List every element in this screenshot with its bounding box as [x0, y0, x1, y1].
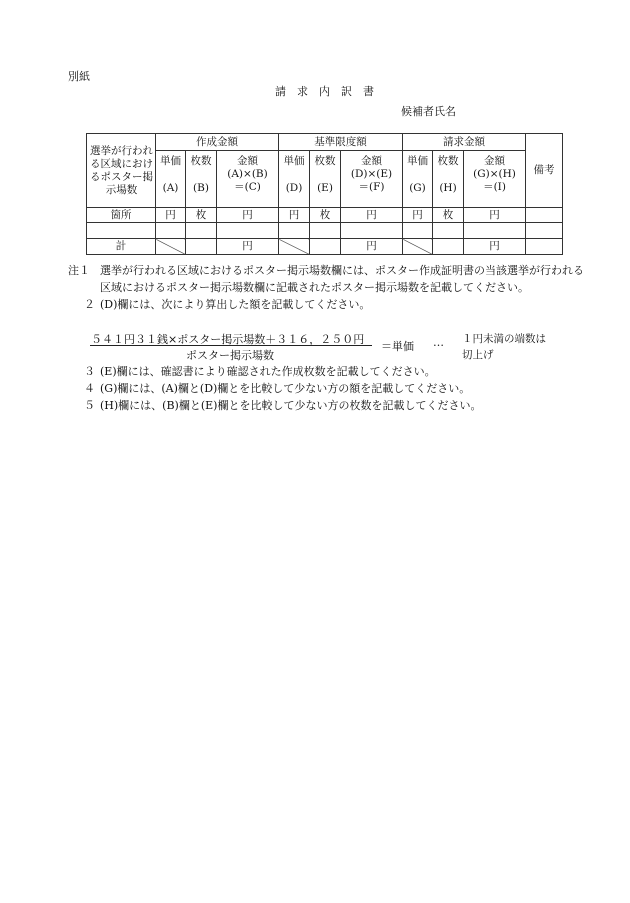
note-2-text: (D)欄には、次により算出した額を記載してください。 [100, 298, 371, 311]
note-2 [84, 296, 588, 313]
sub-e-label: (E) [317, 182, 333, 194]
formula-c-label: (A)×(B) [227, 168, 268, 180]
maisu-label: 枚数 [437, 155, 459, 167]
amount-i-header [464, 151, 526, 208]
table-cell [186, 223, 217, 239]
formula-numerator: ５４１円３１銭×ポスター掲示場数＋３１６，２５０円 [91, 333, 365, 346]
formula-f-label: (D)×(E) [350, 168, 393, 180]
note-1 [68, 262, 588, 296]
mai-unit: 枚 [186, 208, 217, 223]
rounding-note-line-1: １円未満の端数は [462, 333, 546, 345]
yen-unit: 円 [464, 208, 526, 223]
note-4 [84, 380, 588, 397]
yen-unit: 円 [156, 208, 186, 223]
sub-h-label: (H) [439, 182, 457, 194]
yen-unit: 円 [217, 239, 279, 255]
yen-unit: 円 [341, 208, 403, 223]
note-4-text: (G)欄には、(A)欄と(D)欄とを比較して少ない方の額を記載してください。 [100, 382, 471, 395]
count-e-header [310, 151, 341, 208]
eq-f-label: ＝(F) [358, 181, 385, 193]
table-cell [156, 223, 186, 239]
diagonal-cell [156, 239, 186, 255]
eq-i-label: ＝(I) [483, 181, 506, 193]
table-cell [403, 223, 433, 239]
sub-b-label: (B) [193, 182, 209, 194]
document-title: 請 求 内 訳 書 [275, 85, 374, 98]
table-header-row-1 [87, 134, 563, 151]
table-cell [433, 239, 464, 255]
table-cell [341, 223, 403, 239]
production-amount-header: 作成金額 [156, 134, 279, 151]
maisu-label: 枚数 [190, 155, 212, 167]
table-cell [433, 223, 464, 239]
tanka-label: 単価 [160, 155, 181, 167]
remarks-cell [526, 239, 563, 255]
sub-d-label: (D) [285, 182, 303, 194]
note-1-number: 注１ [68, 264, 90, 277]
note-1-text: 選挙が行われる区域におけるポスター掲示場数欄には、ポスター作成証明書の当該選挙が行われる区域におけるポスター掲示場数欄に記載されたポスター掲示場数を記載してください。 [100, 264, 584, 294]
formula-denominator: ポスター掲示場数 [186, 349, 274, 362]
rounding-note-line-2: 切上げ [462, 349, 494, 361]
breakdown-table [86, 133, 563, 255]
notes-section [68, 262, 588, 313]
kingaku-label: 金額 [361, 155, 382, 167]
yen-unit: 円 [217, 208, 279, 223]
table-cell [217, 223, 279, 239]
tanka-label: 単価 [283, 155, 305, 167]
attachment-label: 別紙 [68, 70, 90, 83]
table-cell [310, 223, 341, 239]
note-2-number: ２ [84, 298, 95, 311]
remarks-header: 備考 [526, 134, 563, 208]
place-unit: 箇所 [87, 208, 156, 223]
amount-c-header [217, 151, 279, 208]
amount-f-header [341, 151, 403, 208]
table-header-row-2 [87, 151, 563, 208]
table-cell [279, 223, 310, 239]
maisu-label: 枚数 [314, 155, 336, 167]
note-4-number: ４ [84, 382, 95, 395]
units-row [87, 208, 563, 223]
kingaku-label: 金額 [237, 155, 258, 167]
notes-section-continued [68, 363, 588, 414]
diagonal-cell [403, 239, 433, 255]
table-cell [87, 223, 156, 239]
note-5-number: ５ [84, 399, 95, 412]
claim-amount-header: 請求金額 [403, 134, 526, 151]
total-label: 計 [87, 239, 156, 255]
remarks-cell [526, 208, 563, 223]
note-3-number: ３ [84, 365, 95, 378]
unit-price-a-header [156, 151, 186, 208]
sub-g-label: (G) [409, 182, 426, 194]
count-h-header [433, 151, 464, 208]
unit-price-formula [86, 331, 596, 361]
eq-c-label: ＝(C) [234, 181, 261, 193]
mai-unit: 枚 [433, 208, 464, 223]
note-5-text: (H)欄には、(B)欄と(E)欄とを比較して少ない方の枚数を記載してください。 [100, 399, 482, 412]
count-b-header [186, 151, 217, 208]
yen-unit: 円 [403, 208, 433, 223]
diagonal-cell [279, 239, 310, 255]
unit-price-g-header [403, 151, 433, 208]
table-cell [526, 223, 563, 239]
candidate-name-label: 候補者氏名 [401, 105, 456, 118]
yen-unit: 円 [341, 239, 403, 255]
note-5 [84, 397, 588, 414]
blank-row [87, 223, 563, 239]
table-cell [186, 239, 217, 255]
table-cell [310, 239, 341, 255]
table-cell [464, 223, 526, 239]
fraction-line [90, 345, 372, 346]
kingaku-label: 金額 [484, 155, 505, 167]
unit-price-d-header [279, 151, 310, 208]
formula-equals-unit-price: ＝単価 [381, 340, 414, 353]
poster-site-count-header: 選挙が行われる区域におけるポスター掲示場数 [87, 134, 156, 208]
total-row [87, 239, 563, 255]
formula-i-label: (G)×(H) [473, 168, 516, 180]
tanka-label: 単価 [407, 155, 428, 167]
standard-limit-header: 基準限度額 [279, 134, 403, 151]
formula-ellipsis: … [433, 336, 444, 349]
yen-unit: 円 [464, 239, 526, 255]
mai-unit: 枚 [310, 208, 341, 223]
sub-a-label: (A) [162, 182, 179, 194]
note-3-text: (E)欄には、確認書により確認された作成枚数を記載してください。 [100, 365, 436, 378]
yen-unit: 円 [279, 208, 310, 223]
note-3 [84, 363, 588, 380]
